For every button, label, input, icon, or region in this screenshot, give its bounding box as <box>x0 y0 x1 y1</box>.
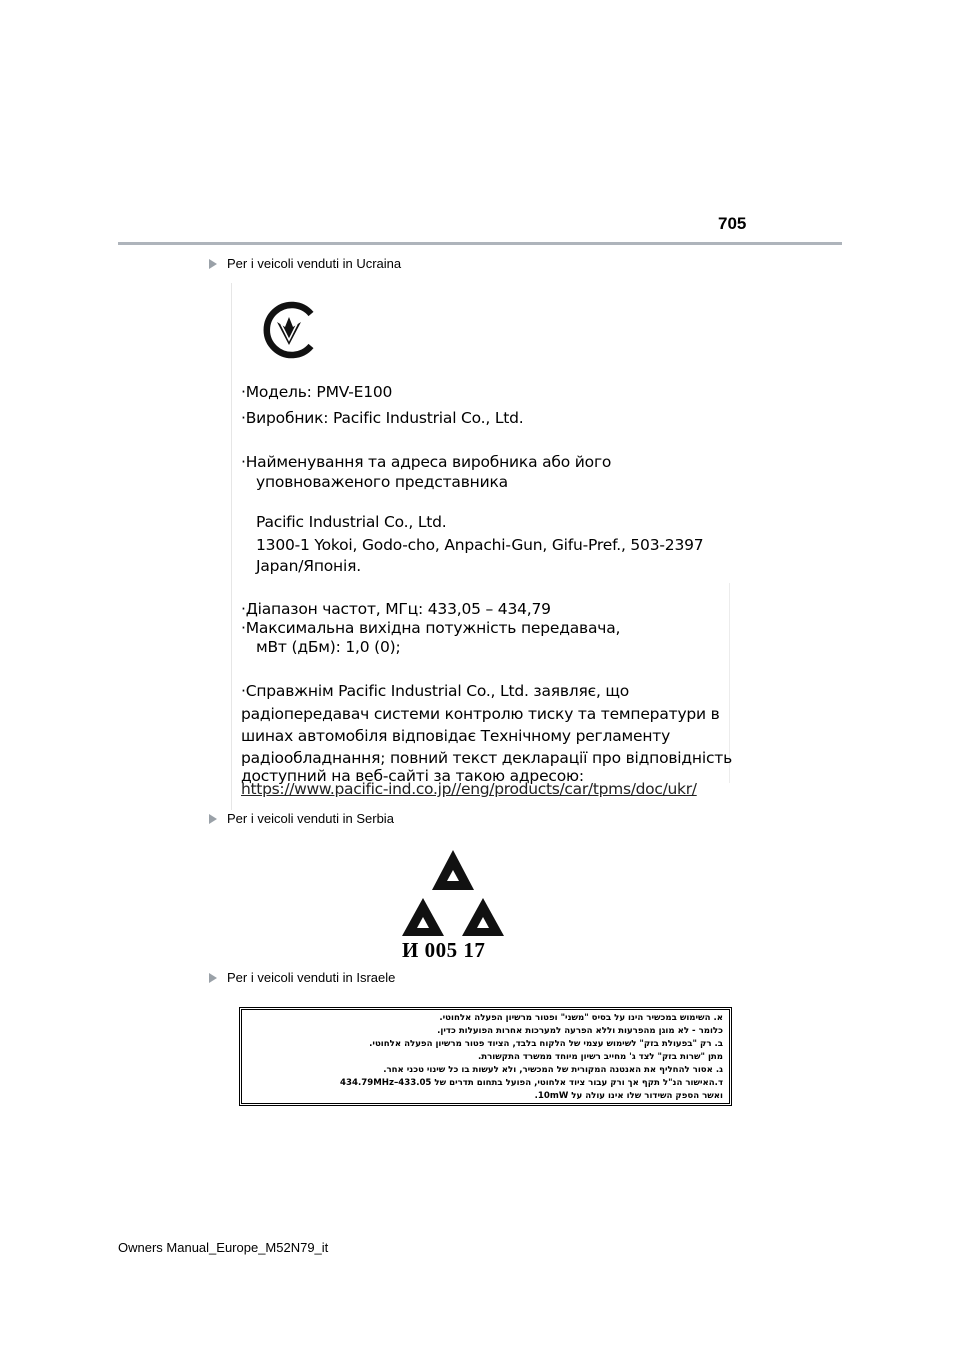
page-number: 705 <box>718 214 747 233</box>
israel-notice-line: ואשר הספק השידור שלו אינו עולה על 10mW. <box>534 1091 723 1101</box>
israel-notice-line: א. השימוש במכשיר הינו על בסיס "משני" ופטור מרשיון הפעלה אלחוטי. <box>439 1013 723 1023</box>
israel-notice-line: ב. רק "בפעולת בזק" לשימוש עצמי של הלקוח בלבד, הציוד פטור מרשיון הפעלה אלחוטי. <box>369 1039 723 1049</box>
triangle-bullet-icon <box>209 814 217 824</box>
ua-declaration-4: радіообладнання; повний текст декларації про відповідність <box>241 749 733 767</box>
ua-declaration-2: радіопередавач системи контролю тиску та температури в <box>241 705 720 723</box>
section-heading-label: Per i veicoli venduti in Ucraina <box>227 256 402 271</box>
ua-declaration-1: ·Справжнім Pacific Industrial Co., Ltd. заявляє, що <box>241 682 630 700</box>
section-heading-ukraine <box>209 256 401 271</box>
ua-country: Japan/Японія. <box>256 557 361 575</box>
ua-address: 1300-1 Yokoi, Godo-cho, Anpachi-Gun, Gifu-Pref., 503-2397 <box>256 536 704 554</box>
israel-notice-line: ג. אסור להחליף את האנטנה המקורית של המכשיר, ולא לעשות בו כל שינוי טכני אחר. <box>383 1065 723 1075</box>
ua-name-address-2: уповноваженого представника <box>256 473 508 491</box>
section-heading-israel <box>209 970 395 985</box>
ua-power-2: мВт (дБм): 1,0 (0); <box>256 638 401 656</box>
ua-declaration-3: шинах автомобіля відповідає Технічному регламенту <box>241 727 671 745</box>
section-heading-serbia <box>209 811 394 826</box>
ua-declaration-5: доступний на веб-сайті за такою адресою: <box>241 767 584 785</box>
triangle-bullet-icon <box>209 973 217 983</box>
section-heading-label: Per i veicoli venduti in Serbia <box>227 811 394 826</box>
scan-edge <box>231 283 232 810</box>
header-rule <box>118 242 842 245</box>
ua-model: ·Модель: PMV-E100 <box>241 383 393 401</box>
ua-company: Pacific Industrial Co., Ltd. <box>256 513 447 531</box>
ua-frequency: ·Діапазон частот, МГц: 433,05 – 434,79 <box>241 600 551 618</box>
israel-notice-line: מתן "שרות בזק" לצד ג' מחייב רשיון מיוחד ממשרד התקשורת. <box>477 1052 723 1062</box>
serbia-approval-code: И 005 17 <box>402 938 486 962</box>
section-heading-label: Per i veicoli venduti in Israele <box>227 970 396 985</box>
ukraine-conformity-mark-icon <box>257 295 323 365</box>
ukraine-certification-block <box>231 283 733 810</box>
page-footer: Owners Manual_Europe_M52N79_it <box>118 1240 329 1255</box>
israel-notice-line: כלומר - לא מוגן מהפרעות וללא הפרעה למערכות אחרות הפועלות כדין. <box>437 1026 723 1036</box>
triangle-bullet-icon <box>209 259 217 269</box>
ua-manufacturer: ·Виробник: Pacific Industrial Co., Ltd. <box>241 409 524 427</box>
ua-name-address-1: ·Найменування та адреса виробника або його <box>241 453 612 471</box>
israel-notice-box <box>239 1007 732 1106</box>
israel-notice-line: ד.האישור הנ"ל תקף אך ורק עבור ציוד אלחוטי, הפועל בתחום תדרים של 433.05–434.79MHz <box>340 1078 723 1088</box>
ua-declaration-url: https://www.pacific-ind.co.jp//eng/products/car/tpms/doc/ukr/ <box>241 780 697 798</box>
ua-power-1: ·Максимальна вихідна потужність передавача, <box>241 619 621 637</box>
